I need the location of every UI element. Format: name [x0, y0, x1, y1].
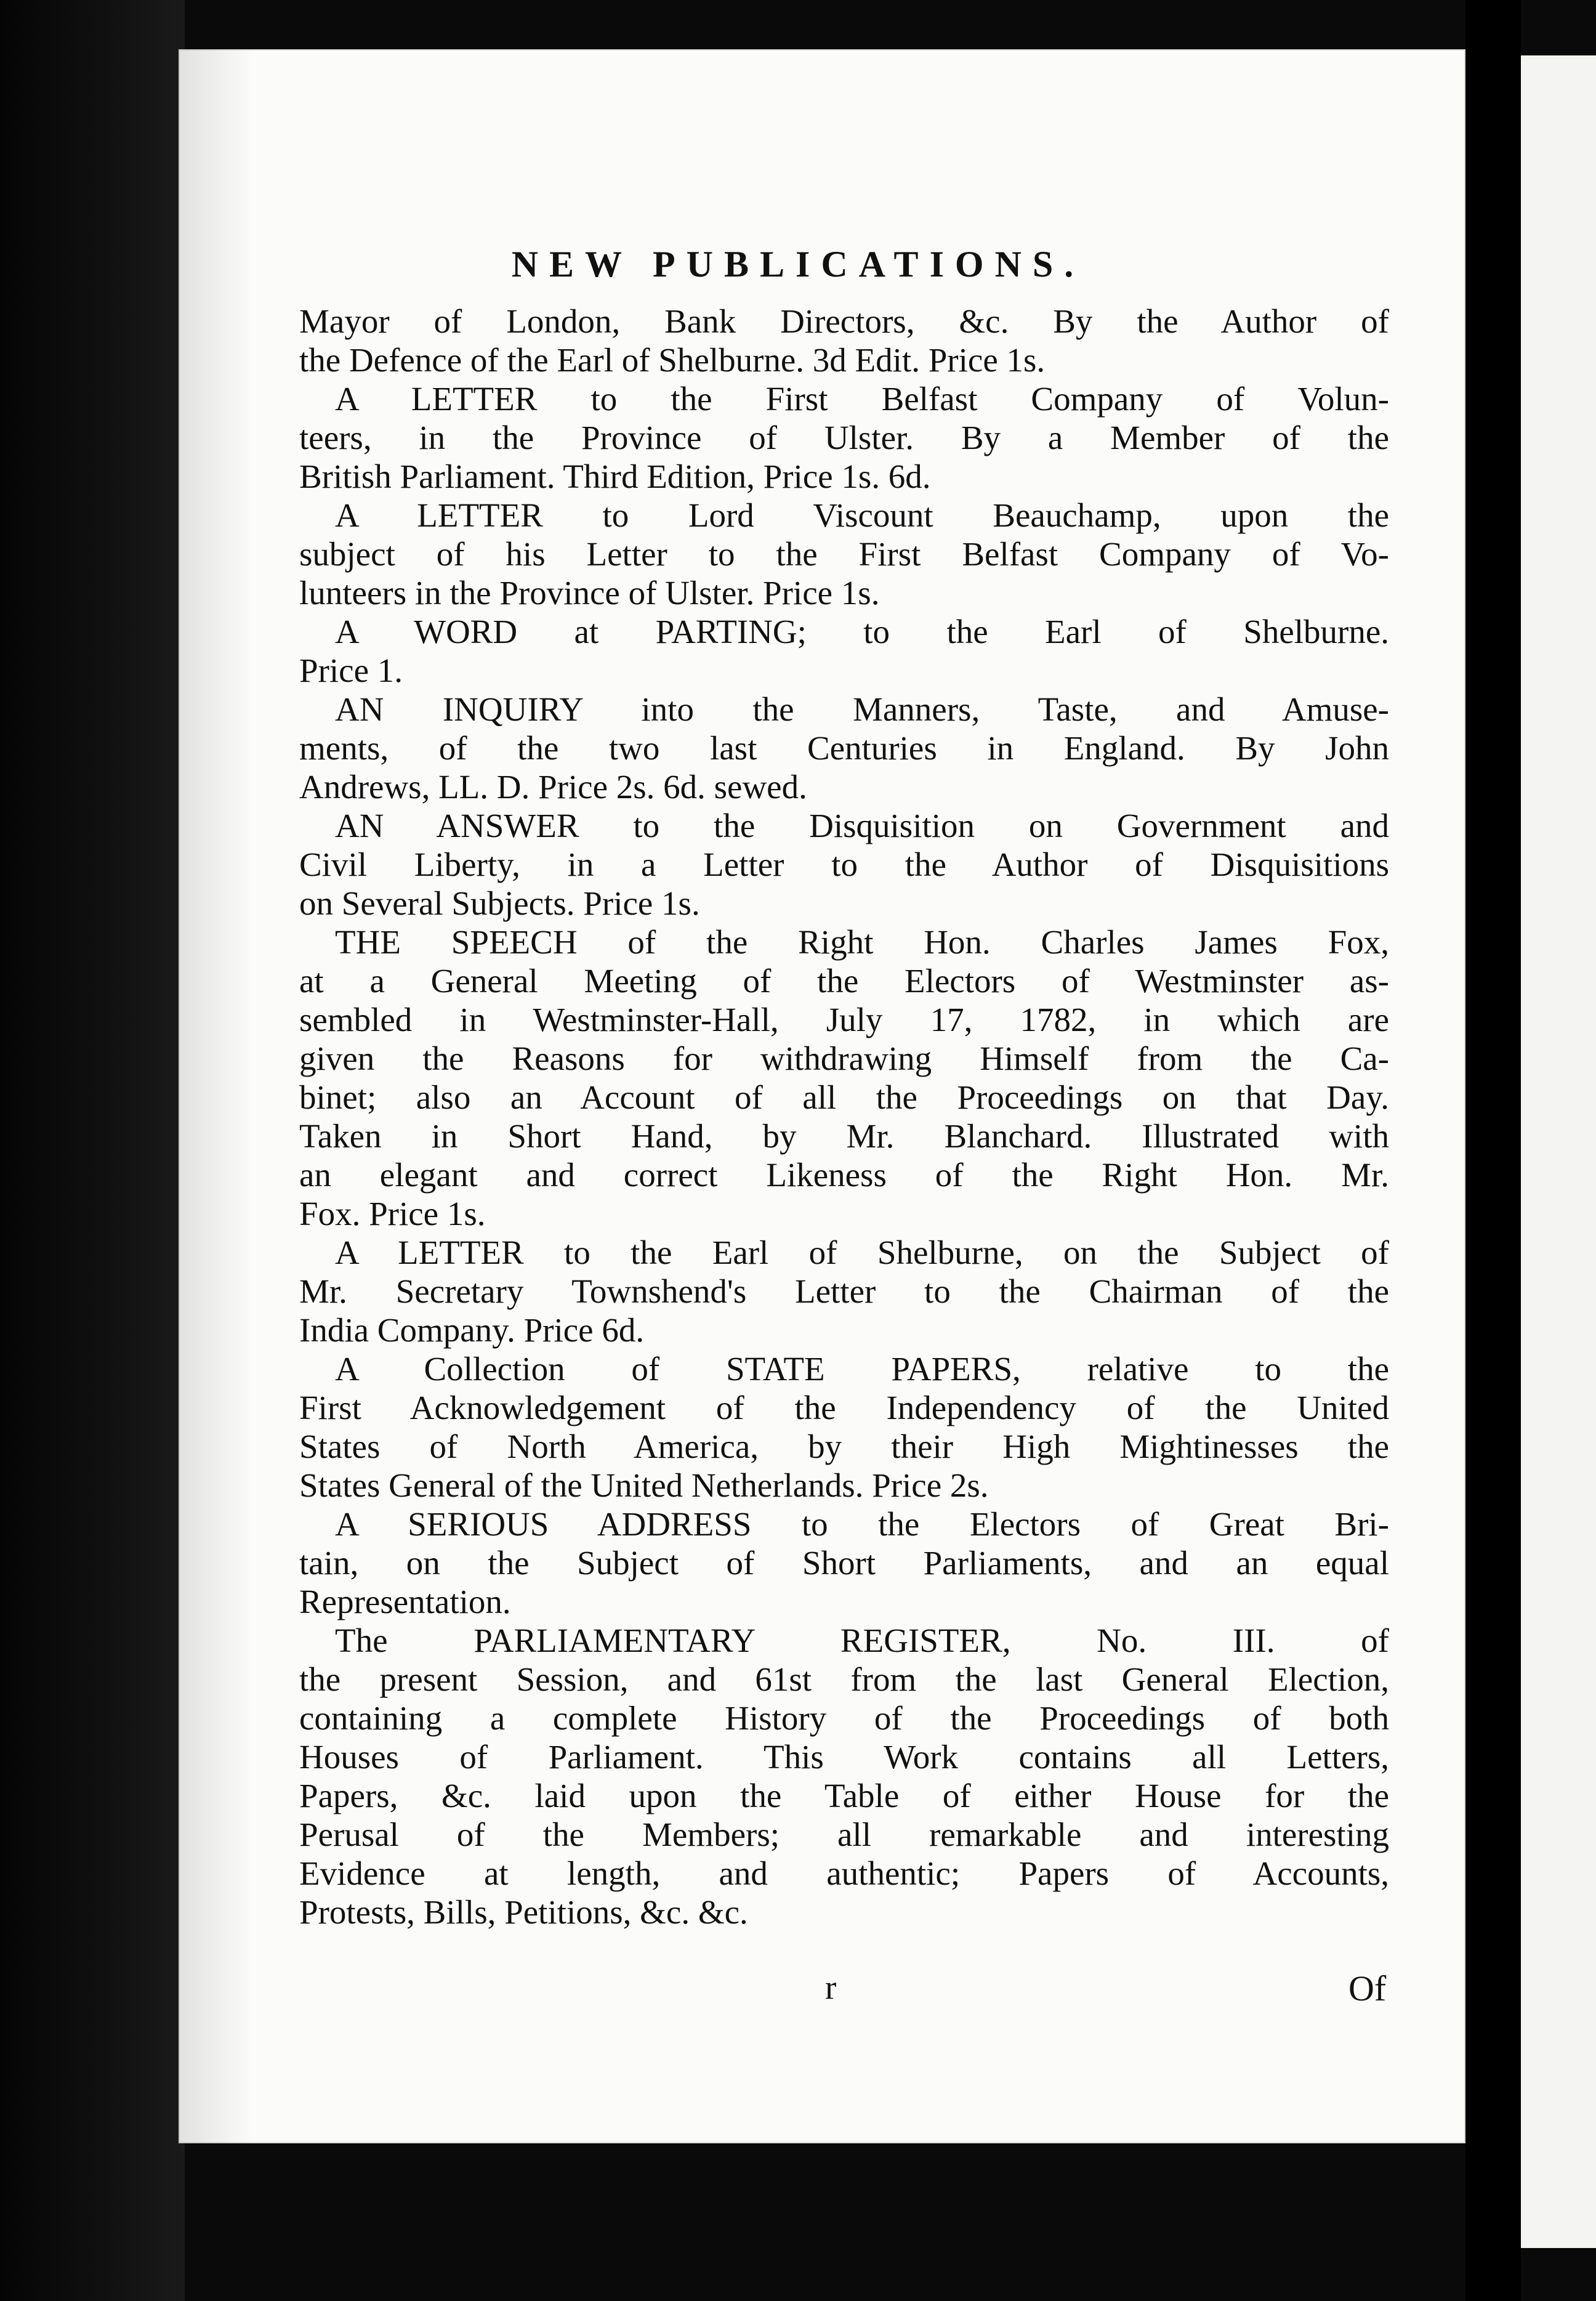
text-line: THE SPEECH of the Right Hon. Charles James Fox, [335, 923, 1389, 961]
publication-entry [299, 496, 1389, 612]
text-line: tain, on the Subject of Short Parliaments, and an equal [299, 1544, 1389, 1582]
text-line: the present Session, and 61st from the last General Election, [299, 1660, 1389, 1698]
text-line: sembled in Westminster-Hall, July 17, 1782, in which are [299, 1001, 1389, 1038]
publication-entry [299, 302, 1389, 379]
text-line: at a General Meeting of the Electors of Westminster as- [299, 962, 1389, 1000]
gutter [1465, 0, 1521, 2301]
text-line: A SERIOUS ADDRESS to the Electors of Great Bri- [335, 1505, 1389, 1543]
publication-entry [299, 1349, 1389, 1505]
text-line: Civil Liberty, in a Letter to the Author of Disquisitions [299, 846, 1389, 883]
text-line: Representation. [299, 1583, 511, 1620]
text-line: Andrews, LL. D. Price 2s. 6d. sewed. [299, 768, 807, 806]
text-line: subject of his Letter to the First Belfast Company of Vo- [299, 535, 1389, 573]
text-line: AN INQUIRY into the Manners, Taste, and Amuse- [335, 690, 1389, 728]
text-line: States General of the United Netherlands. Price 2s. [299, 1466, 989, 1504]
text-line: Perusal of the Members; all remarkable and interesting [299, 1816, 1389, 1853]
text-line: Evidence at length, and authentic; Papers of Accounts, [299, 1854, 1389, 1892]
publication-list [299, 302, 1389, 1931]
publication-entry [299, 1233, 1389, 1349]
text-line: containing a complete History of the Proceedings of both [299, 1699, 1389, 1737]
text-line: Papers, &c. laid upon the Table of either House for the [299, 1777, 1389, 1814]
text-line: Protests, Bills, Petitions, &c. &c. [299, 1893, 748, 1931]
text-line: the Defence of the Earl of Shelburne. 3d Edit. Price 1s. [299, 341, 1046, 379]
text-line: lunteers in the Province of Ulster. Price 1s. [299, 574, 880, 612]
text-line: an elegant and correct Likeness of the Right Hon. Mr. [299, 1156, 1389, 1194]
page-header: NEW PUBLICATIONS. [511, 244, 1085, 285]
text-line: British Parliament. Third Edition, Price 1s. 6d. [299, 458, 931, 495]
text-line: A LETTER to the First Belfast Company of Volun- [335, 380, 1389, 418]
text-line: Mayor of London, Bank Directors, &c. By the Author of [299, 302, 1389, 340]
text-line: A LETTER to Lord Viscount Beauchamp, upon the [335, 496, 1389, 534]
catchword: Of [1348, 1968, 1387, 2008]
text-line: teers, in the Province of Ulster. By a Member of the [299, 419, 1389, 456]
publication-entry [299, 690, 1389, 806]
publication-entry [299, 806, 1389, 923]
text-line: on Several Subjects. Price 1s. [299, 884, 700, 922]
publication-entry [299, 379, 1389, 496]
publication-entry [299, 612, 1389, 690]
publication-entry [299, 1621, 1389, 1931]
text-line: A LETTER to the Earl of Shelburne, on the Subject of [335, 1234, 1389, 1271]
text-line: AN ANSWER to the Disquisition on Government and [335, 807, 1389, 844]
text-line: given the Reasons for withdrawing Himself from the Ca- [299, 1040, 1389, 1077]
page-shadow [179, 49, 252, 2143]
text-line: The PARLIAMENTARY REGISTER, No. III. of [335, 1622, 1389, 1659]
text-line: India Company. Price 6d. [299, 1311, 645, 1349]
text-line: States of North America, by their High Mightinesses the [299, 1428, 1389, 1465]
text-line: Houses of Parliament. This Work contains all Letters, [299, 1738, 1389, 1776]
signature-mark: r [825, 1968, 837, 2006]
publication-entry [299, 923, 1389, 1233]
text-line: Taken in Short Hand, by Mr. Blanchard. Illustrated with [299, 1117, 1389, 1155]
text-line: ments, of the two last Centuries in England. By John [299, 729, 1389, 767]
text-line: Fox. Price 1s. [299, 1195, 486, 1232]
book-binding [0, 0, 185, 2301]
text-line: Price 1. [299, 652, 403, 689]
text-line: binet; also an Account of all the Proceedings on that Day. [299, 1078, 1389, 1116]
text-line: A WORD at PARTING; to the Earl of Shelburne. [335, 613, 1389, 650]
text-line: Mr. Secretary Townshend's Letter to the Chairman of the [299, 1272, 1389, 1310]
text-line: First Acknowledgement of the Independency of the United [299, 1389, 1389, 1426]
publication-entry [299, 1505, 1389, 1621]
next-page-edge [1521, 55, 1596, 2248]
text-line: A Collection of STATE PAPERS, relative to the [335, 1350, 1389, 1388]
